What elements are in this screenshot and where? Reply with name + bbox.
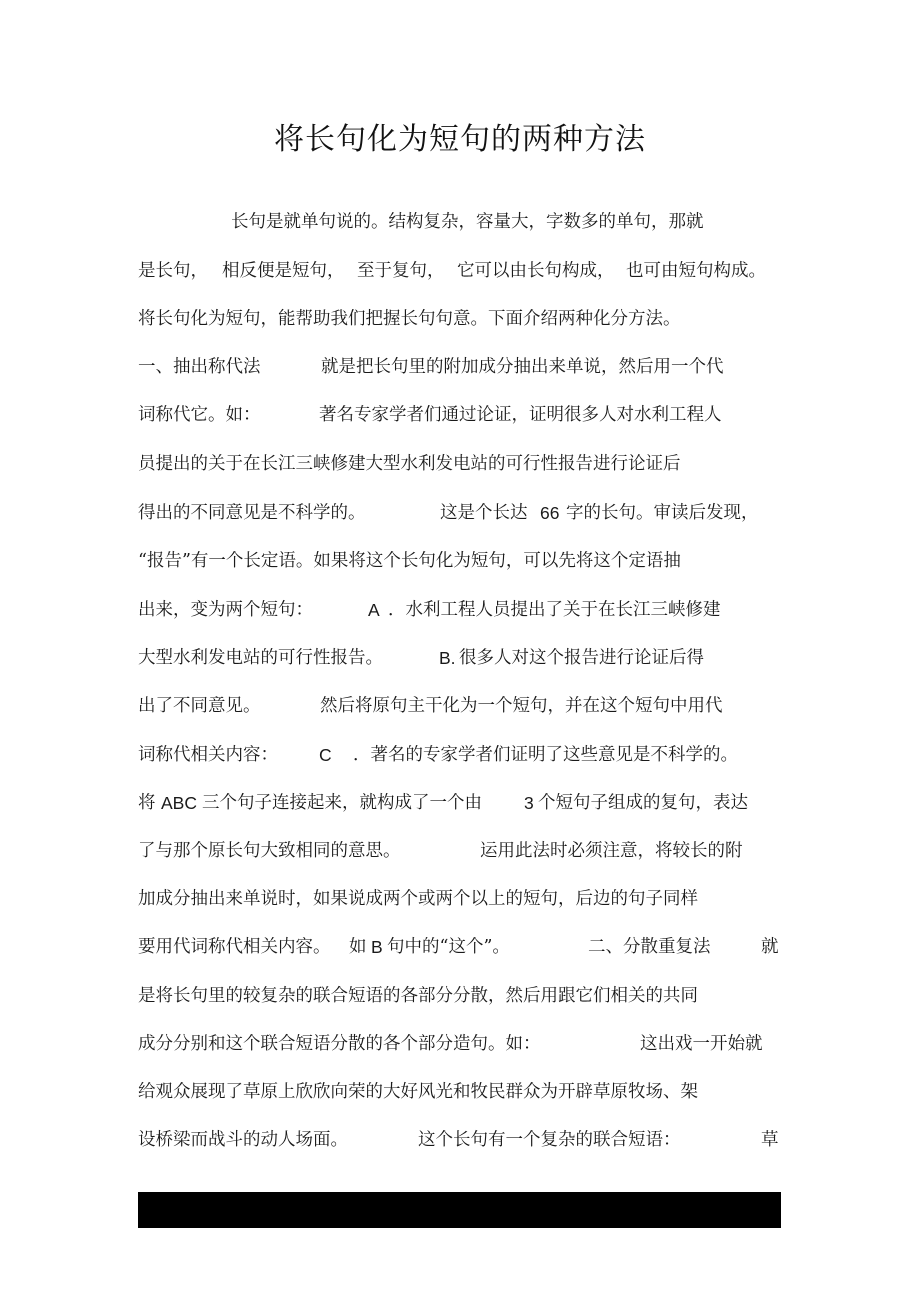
line-text: 加成分抽出来单说时，如果说成两个或两个以上的短句，后边的句子同样	[138, 889, 698, 909]
paragraph-line	[138, 884, 788, 914]
line-text: 运用此法时必须注意，将较长的附	[480, 841, 743, 861]
line-text: 成分分别和这个联合短语分散的各个部分造句。如：	[138, 1034, 541, 1054]
line-abbrev: ABC	[161, 793, 197, 813]
line-text: 至于复句，	[357, 261, 445, 281]
paragraph-line	[138, 256, 788, 286]
line-text: 出了不同意见。	[138, 696, 261, 716]
paragraph-line	[138, 1029, 788, 1059]
line-text: 要用代词称代相关内容。	[138, 937, 331, 957]
line-text: 设桥梁而战斗的动人场面。	[138, 1130, 348, 1150]
line-text: 这是个长达	[440, 503, 528, 523]
paragraph-line	[138, 643, 788, 673]
line-text: 草	[761, 1130, 779, 1150]
section-heading: 一、抽出称代法	[138, 357, 261, 377]
line-text: 它可以由长句构成，	[457, 261, 615, 281]
line-text: 相反便是短句，	[222, 261, 345, 281]
line-text: 出来，变为两个短句：	[138, 600, 313, 620]
line-text: ．著名的专家学者们证明了这些意见是不科学的。	[353, 745, 738, 765]
paragraph-line	[138, 449, 788, 479]
line-text: 这出戏一开始就	[640, 1034, 763, 1054]
document-title: 将长句化为短句的两种方法	[274, 122, 646, 157]
paragraph-line	[138, 304, 788, 334]
line-text: 也可由短句构成。	[626, 261, 766, 281]
footer-bar	[138, 1192, 781, 1228]
line-text: 就	[761, 937, 779, 957]
line-text: 了与那个原长句大致相同的意思。	[138, 841, 401, 861]
item-label: B	[371, 937, 383, 957]
line-text: 将	[138, 793, 156, 813]
paragraph-line	[138, 595, 788, 625]
line-text: 三个句子连接起来，就构成了一个由	[202, 793, 482, 813]
line-text: 员提出的关于在长江三峡修建大型水利发电站的可行性报告进行论证后	[138, 454, 681, 474]
line-number: 66	[540, 503, 560, 523]
line-text: 如	[349, 937, 367, 957]
line-text: 将长句化为短句，能帮助我们把握长句句意。下面介绍两种化分方法。	[138, 309, 681, 329]
line-text: 大型水利发电站的可行性报告。	[138, 648, 383, 668]
paragraph-line	[138, 788, 788, 818]
line-text: 给观众展现了草原上欣欣向荣的大好风光和牧民群众为开辟草原牧场、架	[138, 1082, 698, 1102]
line-text: 很多人对这个报告进行论证后得	[459, 648, 704, 668]
line-text: 就是把长句里的附加成分抽出来单说，然后用一个代	[321, 357, 724, 377]
line-text: “报告”有一个长定语。如果将这个长句化为短句，可以先将这个定语抽	[138, 551, 681, 571]
section-heading: 二、分散重复法	[588, 937, 711, 957]
paragraph-line	[138, 498, 788, 528]
paragraph-line	[138, 400, 788, 430]
line-number: 3	[524, 793, 534, 813]
item-label: B.	[439, 648, 456, 668]
line-text: 是将长句里的较复杂的联合短语的各部分分散，然后用跟它们相关的共同	[138, 986, 698, 1006]
paragraph-line	[138, 981, 788, 1011]
line-text: 句中的“这个”。	[387, 937, 510, 957]
paragraph-line	[138, 691, 788, 721]
paragraph-line	[138, 932, 788, 962]
paragraph-line	[138, 352, 788, 382]
line-text: 是长句，	[138, 261, 208, 281]
line-text: 这个长句有一个复杂的联合短语：	[418, 1130, 681, 1150]
paragraph-line	[138, 207, 788, 237]
line-text: 词称代它。如：	[138, 405, 261, 425]
line-text: 字的长句。审读后发现，	[566, 503, 759, 523]
line-text: 个短句子组成的复句，表达	[538, 793, 748, 813]
item-label: C	[319, 745, 332, 765]
paragraph-line	[138, 740, 788, 770]
line-text: 然后将原句主干化为一个短句，并在这个短句中用代	[320, 696, 723, 716]
line-text: 得出的不同意见是不科学的。	[138, 503, 366, 523]
line-text: ．水利工程人员提出了关于在长江三峡修建	[388, 600, 721, 620]
paragraph-line	[138, 546, 788, 576]
line-text: 著名专家学者们通过论证，证明很多人对水利工程人	[319, 405, 722, 425]
line-text: 词称代相关内容：	[138, 745, 278, 765]
item-label: A	[368, 600, 380, 620]
paragraph-line	[138, 1125, 788, 1155]
paragraph-line	[138, 836, 788, 866]
line-text: 长句是就单句说的。结构复杂，容量大，字数多的单句，那就	[231, 212, 704, 232]
paragraph-line	[138, 1077, 788, 1107]
